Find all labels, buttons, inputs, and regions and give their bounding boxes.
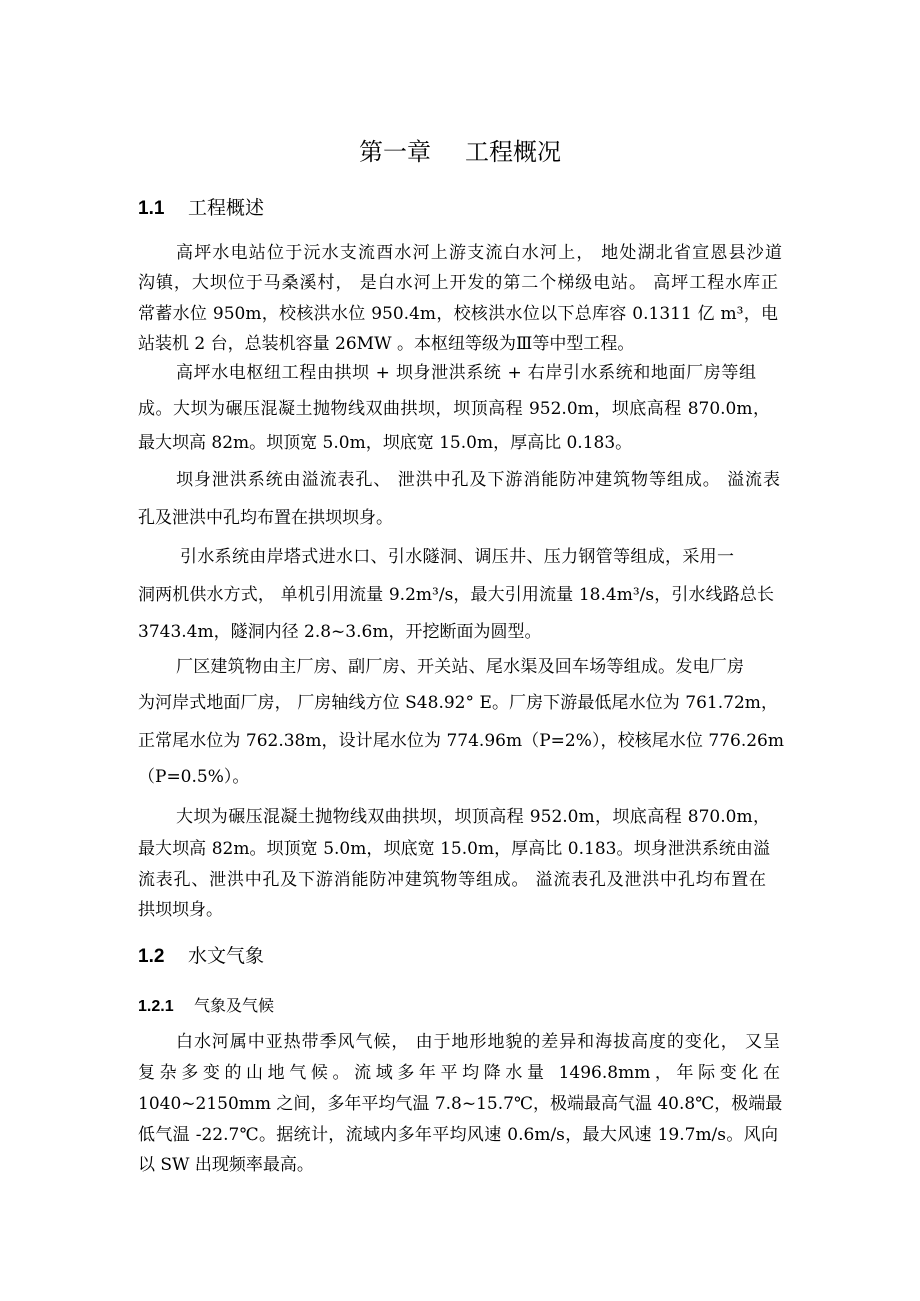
text-line: 孔及泄洪中孔均布置在拱坝坝身。 — [138, 508, 393, 528]
text-line: 正常尾水位为 762.38m，设计尾水位为 774.96m（P=2%），校核尾水位 776.26m — [138, 731, 784, 751]
text-line: 洞两机供水方式， 单机引用流量 9.2m³/s，最大引用流量 18.4m³/s，引水线路总长 — [138, 585, 774, 605]
text-line: 成。大坝为碾压混凝土抛物线双曲拱坝，坝顶高程 952.0m，坝底高程 870.0m， — [138, 399, 770, 419]
text-line: 坝身泄洪系统由溢流表孔、 泄洪中孔及下游消能防冲建筑物等组成。 溢流表 — [176, 470, 780, 490]
chapter-name: 工程概况 — [465, 138, 561, 166]
text-line: 最大坝高 82m。坝顶宽 5.0m，坝底宽 15.0m，厚高比 0.183。坝身泄洪系统由溢 — [138, 839, 770, 859]
section-heading-1-2 — [138, 943, 264, 970]
section-number: 1.2 — [138, 946, 165, 967]
section-number: 1.2.1 — [138, 998, 174, 1015]
text-line: 3743.4m，隧洞内径 2.8~3.6m，开挖断面为圆型。 — [138, 622, 542, 642]
text-line: 1040~2150mm 之间，多年平均气温 7.8~15.7℃，极端最高气温 40.8℃，极端最 — [138, 1094, 783, 1114]
text-line: 大坝为碾压混凝土抛物线双曲拱坝，坝顶高程 952.0m，坝底高程 870.0m， — [176, 807, 770, 827]
text-line: 白水河属中亚热带季风气候， 由于地形地貌的差异和海拔高度的变化， 又呈 — [176, 1032, 780, 1052]
chapter-number: 第一章 — [359, 138, 431, 166]
chapter-title — [0, 136, 920, 168]
section-title: 工程概述 — [188, 197, 265, 219]
text-line: 最大坝高 82m。坝顶宽 5.0m，坝底宽 15.0m，厚高比 0.183。 — [138, 433, 633, 453]
text-line: （P=0.5%）。 — [138, 767, 250, 787]
text-line: 流表孔、泄洪中孔及下游消能防冲建筑物等组成。 溢流表孔及泄洪中孔均布置在 — [138, 870, 766, 890]
section-number: 1.1 — [138, 198, 165, 219]
text-line: 复杂多变的山地气候。流域多年平均降水量 1496.8mm，年际变化在 — [138, 1063, 780, 1083]
text-line: 站装机 2 台，总装机容量 26MW 。本枢纽等级为Ⅲ等中型工程。 — [138, 334, 635, 354]
text-line: 引水系统由岸塔式进水口、引水隧洞、调压井、压力钢管等组成，采用一 — [180, 547, 734, 567]
text-line: 厂区建筑物由主厂房、副厂房、开关站、尾水渠及回车场等组成。发电厂房 — [176, 657, 744, 677]
text-line: 为河岸式地面厂房， 厂房轴线方位 S48.92° E。厂房下游最低尾水位为 761.72m， — [138, 693, 778, 713]
section-heading-1-1 — [138, 195, 264, 222]
section-heading-1-2-1 — [138, 995, 274, 1018]
text-line: 高坪水电站位于沅水支流酉水河上游支流白水河上， 地处湖北省宣恩县沙道 — [176, 243, 782, 263]
text-line: 常蓄水位 950m，校核洪水位 950.4m，校核洪水位以下总库容 0.1311 亿 m³，电 — [138, 304, 778, 324]
text-line: 高坪水电枢纽工程由拱坝 + 坝身泄洪系统 + 右岸引水系统和地面厂房等组 — [176, 363, 756, 383]
text-line: 以 SW 出现频率最高。 — [138, 1155, 314, 1175]
text-line: 拱坝坝身。 — [138, 900, 223, 920]
text-line: 沟镇，大坝位于马桑溪村， 是白水河上开发的第二个梯级电站。 高坪工程水库正 — [138, 273, 778, 293]
section-title: 水文气象 — [188, 945, 265, 967]
text-line: 低气温 -22.7℃。据统计，流域内多年平均风速 0.6m/s，最大风速 19.7m/s。风向 — [138, 1125, 778, 1145]
section-title: 气象及气候 — [194, 996, 275, 1015]
